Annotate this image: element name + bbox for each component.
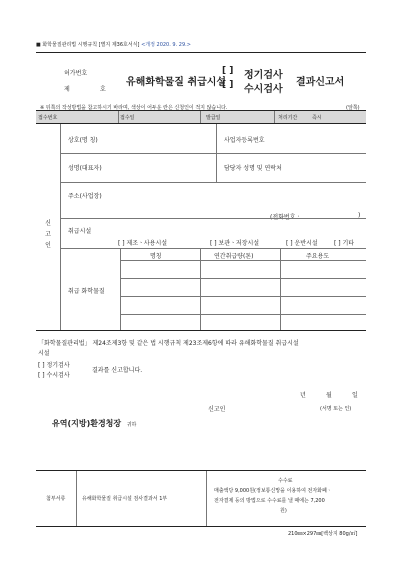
law-reference: 화학물질관리법 시행규칙 [별지 제36호서식] [42, 42, 140, 48]
attachment-bottom-rule [36, 526, 366, 527]
bullet-icon: ■ [36, 42, 41, 48]
permit-je-label: 제 [64, 86, 70, 93]
phone-label: (전화번호 : [270, 214, 300, 221]
statement-check-regular[interactable]: [ ] 정기검사 [38, 362, 70, 369]
receipt-divider [118, 111, 119, 123]
facility-option-other[interactable]: [ ] 기타 [334, 240, 355, 247]
reporter-bottom-rule [36, 330, 366, 331]
receipt-number-label: 접수번호 [38, 115, 58, 121]
page-side: (앞쪽) [346, 105, 360, 111]
receipt-date-label: 접수일 [120, 115, 135, 121]
reporter-section-label: 신고인 [45, 220, 51, 249]
receipt-divider [274, 111, 275, 123]
revision-note: <개정 2020. 9. 29.> [141, 42, 191, 48]
facility-label: 취급시설 [68, 228, 92, 235]
facility-option-manufacture[interactable]: [ ] 제조ㆍ사용시설 [118, 240, 168, 247]
fee-label: 수수료 [278, 478, 293, 484]
date-month: 월 [326, 392, 332, 399]
facility-option-transport[interactable]: [ ] 운반시설 [286, 240, 318, 247]
address-label: 주소(사업장) [68, 193, 102, 200]
processing-period-value: 즉시 [312, 115, 322, 121]
row-line [60, 153, 366, 154]
business-reg-label: 사업자등록번호 [224, 137, 265, 144]
reporter-section-divider [60, 124, 61, 330]
title-top-rule [36, 52, 366, 53]
fee-detail-line1: 매출액당 9,000원(정보통신망을 이용하여 전자화폐ㆍ [214, 488, 332, 494]
date-year: 년 [300, 392, 306, 399]
attachment-content: 유해화학물질 취급시설 검사결과서 1부 [82, 496, 168, 502]
issue-date-label: 발급일 [206, 115, 221, 121]
fee-detail-line2: 전자결제 등의 방법으로 수수료를 낼 때에는 7,200 [214, 498, 325, 504]
chem-row-line [120, 260, 366, 261]
row-line [60, 248, 366, 249]
chem-row-line [120, 278, 366, 279]
statement-tail: 결과를 신고합니다. [92, 367, 143, 374]
check-box-occasional[interactable]: [ ] [222, 80, 234, 90]
contact-label: 담당자 성명 및 연락처 [224, 165, 282, 172]
processing-period-label: 처리기간 [278, 115, 298, 121]
permit-number-label: 허가번호 [64, 70, 88, 77]
permit-ho-label: 호 [100, 86, 106, 93]
receipt-bottom-rule [36, 123, 366, 124]
form-title-suffix: 결과신고서 [296, 77, 345, 88]
company-name-label: 상호(명 칭) [68, 137, 98, 144]
statement-check-occasional[interactable]: [ ] 수시검사 [38, 372, 70, 379]
chem-row-line [120, 314, 366, 315]
chemical-label: 취급 화학물질 [68, 288, 105, 295]
attachment-top-rule [36, 470, 366, 471]
option-regular-inspection: 정기검사 [244, 70, 283, 81]
check-box-regular[interactable]: [ ] [222, 66, 234, 76]
chem-header-usage: 주요용도 [306, 253, 330, 260]
signer-label: 신고인 [208, 406, 226, 413]
phone-close: ) [358, 212, 361, 219]
row-line [60, 218, 366, 219]
row-line [60, 182, 366, 183]
attachment-label: 첨부서류 [46, 496, 66, 502]
statement-line: 「화학물질관리법」 제24조제3항 및 같은 법 시행규칙 제23조제6항에 따라 유해화학물질 취급시설 [38, 340, 299, 347]
chem-header-quantity: 연간취급량(톤) [214, 253, 254, 260]
fee-detail-line3: 원) [280, 508, 287, 514]
chem-header-name: 명칭 [150, 253, 162, 260]
attachment-divider [76, 471, 77, 526]
paper-spec: 210㎜×297㎜[백상지 80g/㎡] [288, 531, 358, 537]
facility-option-storage[interactable]: [ ] 보관ㆍ저장시설 [210, 240, 260, 247]
chem-row-line [120, 296, 366, 297]
option-occasional-inspection: 수시검사 [244, 84, 283, 95]
fee-divider [206, 471, 207, 526]
recipient-authority: 유역(지방)환경청장 귀하 [52, 419, 137, 428]
representative-name-label: 성명(대표자) [68, 165, 102, 172]
form-title: 유해화학물질 취급시설 [126, 77, 227, 88]
notice-text: ※ 뒤쪽의 작성방법을 참고하시기 바라며, 색상이 어두운 란은 신청인이 적지 않습니다. [40, 105, 228, 111]
receipt-divider [200, 111, 201, 123]
sign-note: (서명 또는 인) [320, 406, 352, 412]
form-reference [36, 41, 191, 48]
statement-continued: 시설 [38, 350, 50, 357]
date-day: 일 [352, 392, 358, 399]
